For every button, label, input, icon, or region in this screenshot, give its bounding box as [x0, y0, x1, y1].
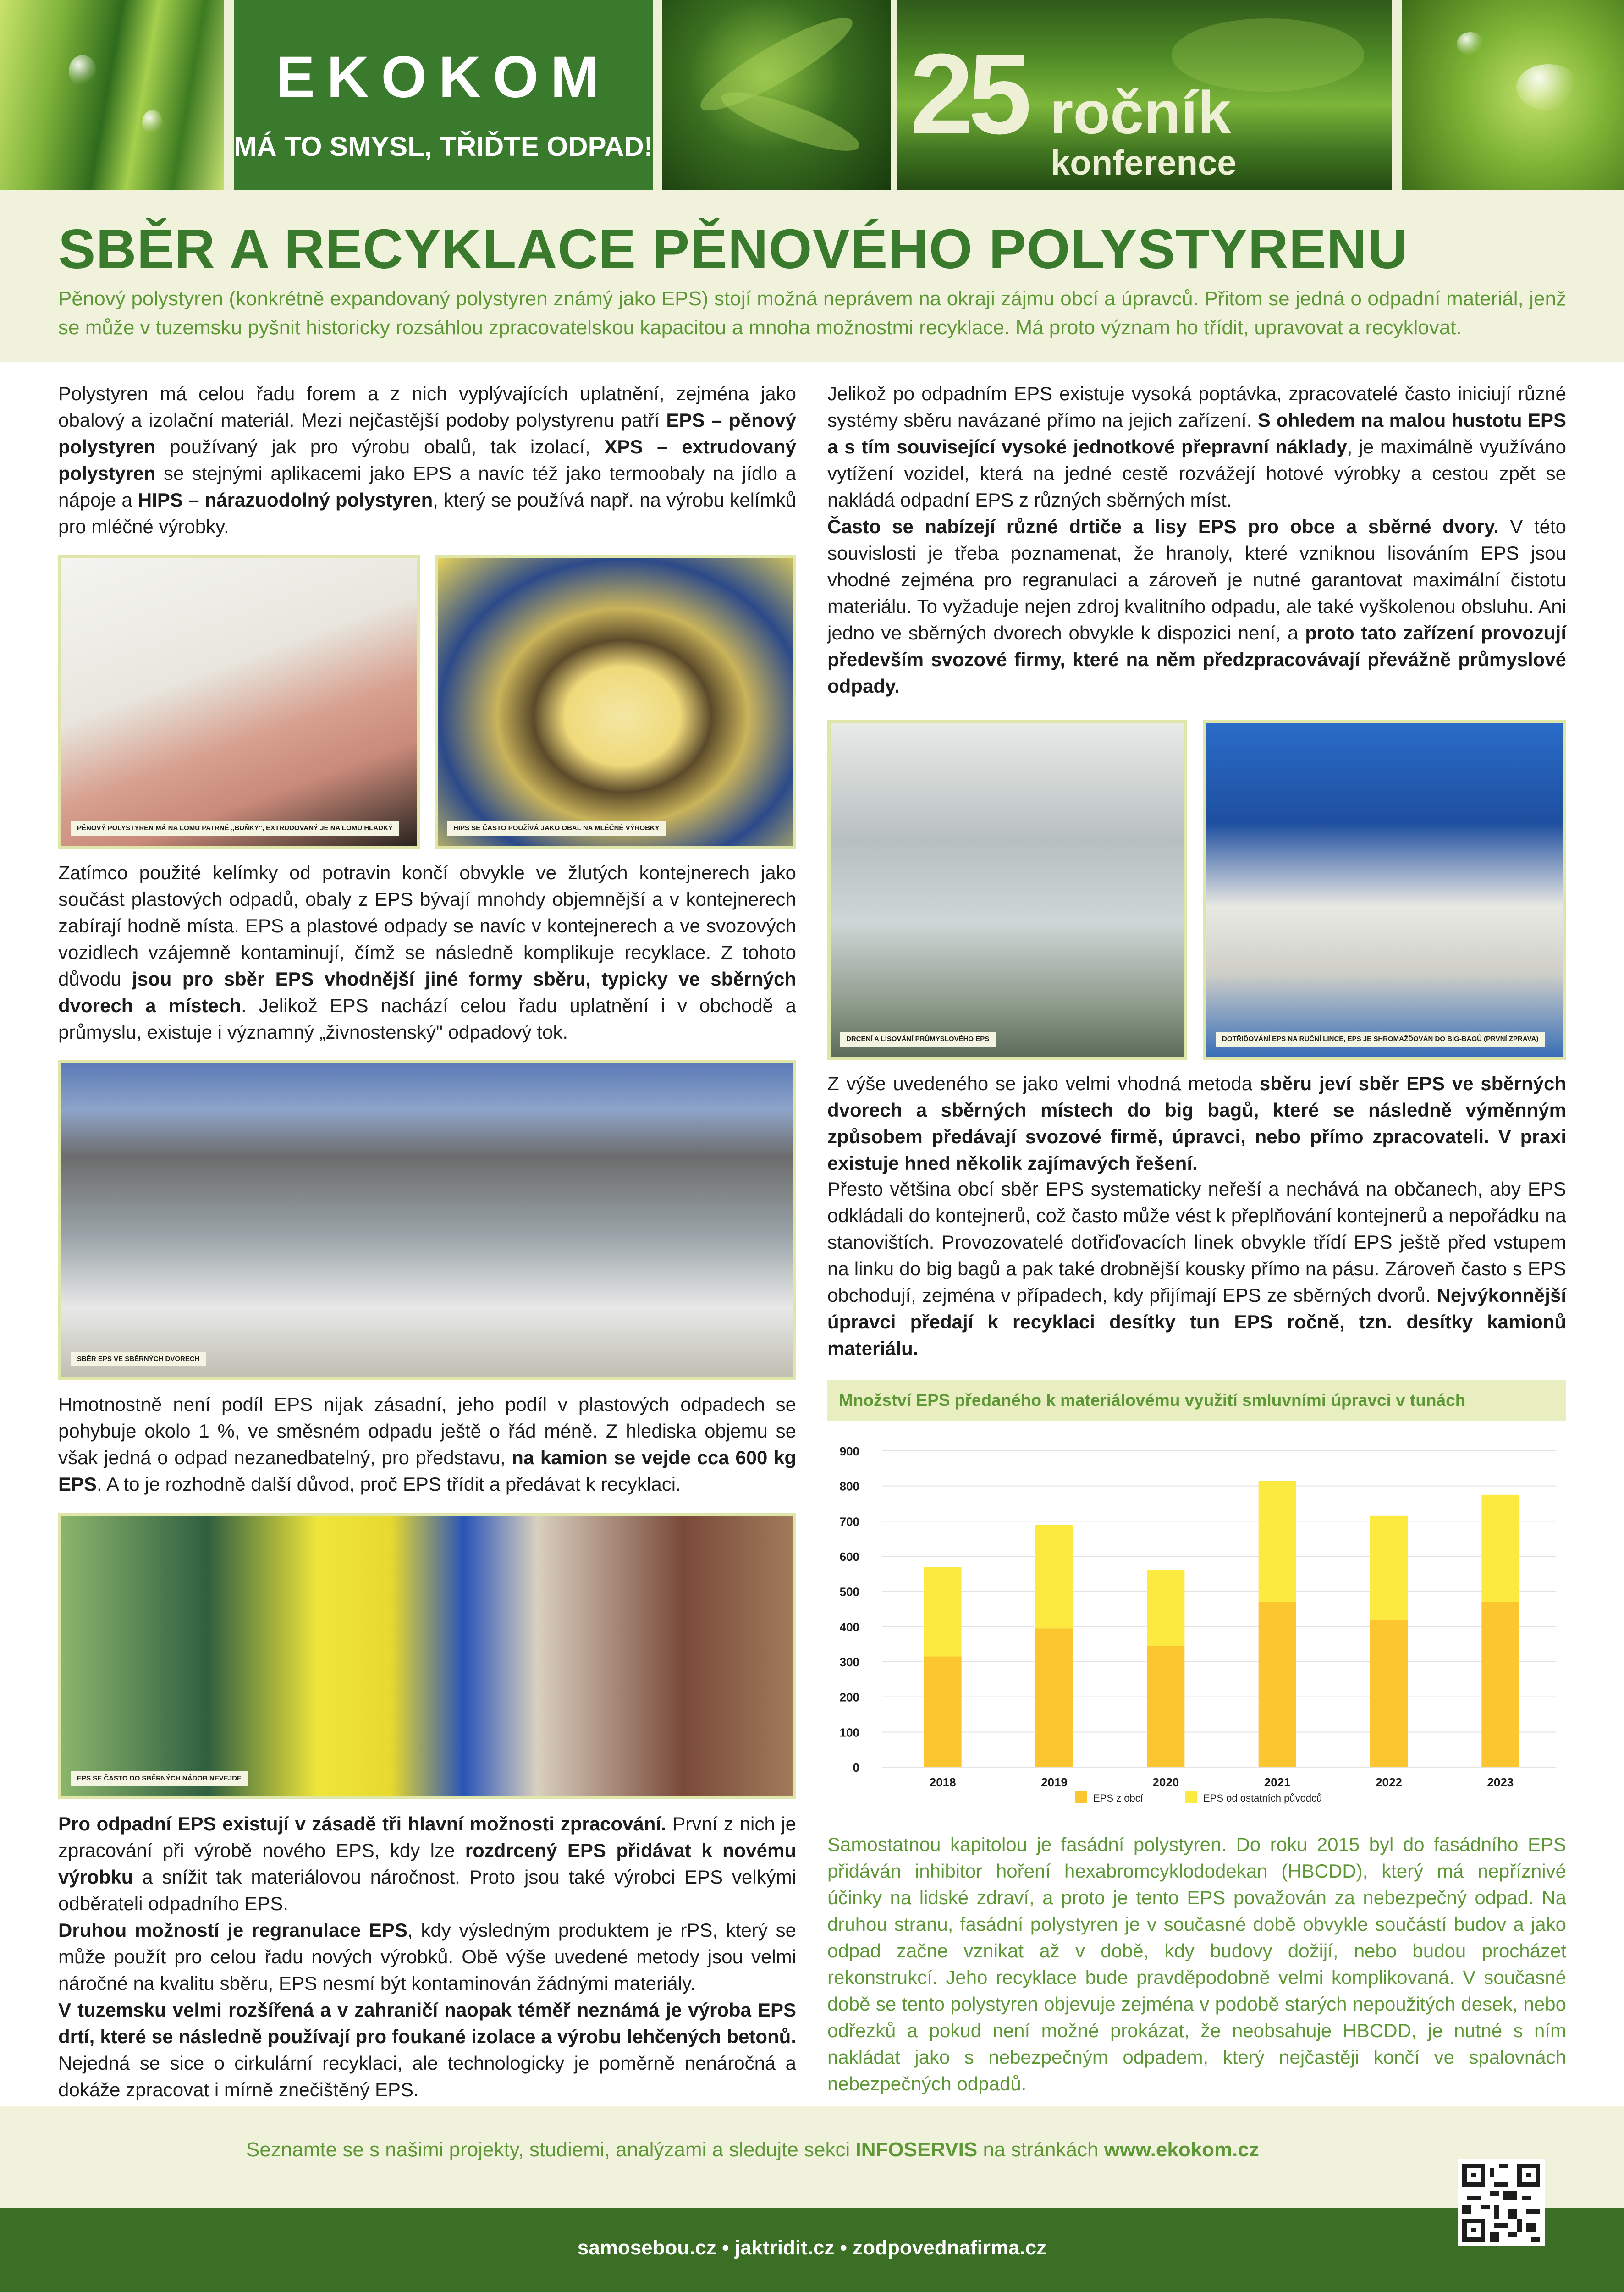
bold-text: EPS – pěnový polystyren	[58, 409, 796, 457]
footer-links-bar	[0, 2208, 1624, 2292]
text-run: , který se používá např. na výrobu kelímků pro mléčné výrobky.	[58, 489, 796, 537]
footer-mid: na stránkách	[977, 2138, 1104, 2161]
image-caption: DRCENÍ A LISOVÁNÍ PRŮMYSLOVÉHO EPS	[840, 1032, 996, 1047]
x-tick-label: 2022	[1376, 1775, 1402, 1789]
bar-segment	[1481, 1602, 1519, 1767]
bold-text: Nejvýkonnější úpravci předají k recyklaci desítky tun EPS ročně, tzn. desítky kamionů materiálu.	[827, 1284, 1566, 1359]
text-run: Přesto většina obcí sběr EPS systematicky neřeší a nechává na občanech, aby EPS odkládali do kontejnerů, což často může vést k přeplňování kontejnerů a nepořádku na stanovištích. Provozovatelé dotřiďovacích linek obvykle třídí EPS ještě před vstupem na linku do big bagů a pak také drobnější kousky přímo na pásu. Zároveň často s EPS obchodují, zejména v případech, kdy přijímají EPS ze sběrných dvorů.	[827, 1178, 1566, 1306]
conference-year-word: ročník	[1050, 79, 1232, 146]
bar-segment	[1259, 1602, 1296, 1767]
text-run: . A to je rozhodně další důvod, proč EPS třídit a předávat k recyklaci.	[97, 1473, 681, 1495]
x-tick-label: 2019	[1041, 1775, 1068, 1789]
paragraph	[827, 1831, 1566, 2097]
text-run: První z nich je zpracování při výrobě nového EPS, kdy lze	[58, 1813, 796, 1861]
paragraph	[827, 1070, 1566, 1177]
paragraph	[58, 860, 796, 1046]
grass-photo	[0, 0, 224, 190]
y-tick-label: 400	[839, 1620, 859, 1634]
bold-text: V tuzemsku velmi rozšířená a v zahraničí naopak téměř neznámá je výroba EPS drtí, které se následně používají pro foukané izolace a výrobu lehčených betonů.	[58, 1999, 796, 2047]
bar-segment	[1481, 1495, 1519, 1602]
page-title: SBĚR A RECYKLACE PĚNOVÉHO POLYSTYRENU	[58, 218, 1409, 280]
bar-segment	[924, 1657, 962, 1768]
bar-segment	[924, 1567, 962, 1657]
y-tick-label: 700	[839, 1515, 859, 1529]
bar-segment	[1147, 1570, 1184, 1646]
text-run: Samostatnou kapitolou je fasádní polystyren. Do roku 2015 byl do fasádního EPS přidáván inhibitor hoření hexabromcyklododekan (HBCDD), který má nepříznivé účinky na lidské zdraví, a proto je tento EPS považován za nebezpečný odpad. Na druhou stranu, fasádní polystyren je v současné době obvykle součástí budov a jako odpad začne vznikat až v době, kdy budovy dožijí, nebo budou procházet rekonstrukcí. Jeho recyklace bude pravděpodobně velmi komplikovaná. V současné době se tento polystyren objevuje zejména v podobě starých nepoužitých desek, nebo odřezků a pokud není možné prokázat, že neobsahuje HBCDD, je nutné s ním nakládat jako s nebezpečným odpadem, který nejčastěji končí ve spalovnách nebezpečných odpadů.	[827, 1834, 1566, 2094]
text-run: , kdy výsledným produktem je rPS, který se může použít pro celou řadu nových výrobků. Obě výše uvedené metody jsou velmi náročné na kvalitu sběru, EPS nesmí být kontaminován žádnými materiály.	[58, 1919, 797, 1994]
chart-title: Množství EPS předaného k materiálovému využití smluvními úpravci v tunách	[839, 1391, 1466, 1410]
text-run: používaný jak pro výrobu obalů, tak izolací,	[155, 436, 605, 457]
legend-swatch	[1075, 1791, 1087, 1803]
logo-name: EKOKOM	[275, 44, 611, 110]
chart-header	[827, 1380, 1566, 1421]
paragraph	[827, 513, 1566, 700]
y-tick-label: 300	[839, 1655, 859, 1669]
text-run: . Jelikož EPS nachází celou řadu uplatnění i v obchodě a průmyslu, existuje i významný „živnostenský" odpadový tok.	[58, 995, 796, 1043]
qr-code[interactable]	[1458, 2159, 1545, 2246]
containers-photo	[58, 1513, 796, 1799]
bold-text: Druhou možností je regranulace EPS	[58, 1919, 407, 1941]
paragraph	[58, 1391, 796, 1498]
footer-pre: Seznamte se s našimi projekty, studiemi, analýzami a sledujte sekci	[246, 2138, 856, 2161]
bold-text: sběru jeví sběr EPS ve sběrných dvorech a sběrných místech do big bagů, které se následně výměnným způsobem předávají svozové firmě, úpravci, nebo přímo zpracovateli. V praxi existuje hned několik zajímavých řešení.	[827, 1073, 1566, 1174]
bar-segment	[1035, 1628, 1073, 1767]
legend-swatch	[1185, 1791, 1197, 1803]
paragraph	[827, 1176, 1566, 1362]
bold-text: na kamion se vejde cca 600 kg EPS	[58, 1447, 796, 1495]
title-band	[0, 190, 1624, 362]
eps-quantity-chart	[827, 1421, 1566, 1815]
paragraph	[58, 380, 796, 540]
text-run: Jelikož po odpadním EPS existuje vysoká poptávka, zpracovatelé často iniciují různé systémy sběru navázané přímo na jejich zařízení.	[827, 383, 1566, 431]
bold-text: rozdrcený EPS přidávat k novému výrobku	[58, 1840, 797, 1888]
image-caption: DOTŘIĎOVÁNÍ EPS NA RUČNÍ LINCE, EPS JE SHROMAŽĎOVÁN DO BIG-BAGŮ (PRVNÍ ZPRAVA)	[1216, 1032, 1545, 1047]
logo-slogan: MÁ TO SMYSL, TŘIĎTE ODPAD!	[234, 131, 653, 162]
x-tick-label: 2021	[1264, 1775, 1291, 1789]
bar-segment	[1259, 1481, 1296, 1602]
ekokom-site-link[interactable]: www.ekokom.cz	[1104, 2138, 1259, 2161]
header-banner	[0, 0, 1624, 190]
legend-label: EPS z obcí	[1093, 1792, 1143, 1804]
text-run: Zatímco použité kelímky od potravin končí obvykle ve žlutých kontejnerech jako součást plastových odpadů, obaly z EPS bývají mnohdy objemnější a v kontejnerech zabírají hodně místa. EPS a plastové odpady se navíc v kontejnerech a ve svozových vozidlech vzájemně kontaminují, čímž se následně komplikuje recyklace. Z tohoto důvodu	[58, 862, 796, 990]
bold-text: S ohledem na malou hustotu EPS a s tím související vysoké jednotkové přepravní náklady	[827, 409, 1566, 457]
image-caption: SBĚR EPS VE SBĚRNÝCH DVORECH	[71, 1352, 206, 1366]
leaf-dew-photo	[1402, 0, 1624, 190]
text-run: , je maximálně využíváno vytížení vozidel, která na jedné cestě rozvážejí hotové výrobky a cestou zpět se nakládá odpadní EPS z různých sběrných míst.	[827, 436, 1566, 511]
text-run: Polystyren má celou řadu forem a z nich vyplývajících uplatnění, zejména jako obalový a izolační materiál. Mezi nejčastější podoby polystyrenu patří	[58, 383, 796, 431]
paragraph	[58, 1811, 796, 1917]
footer-text	[246, 2138, 1259, 2161]
x-tick-label: 2018	[929, 1775, 956, 1789]
image-caption: PĚNOVÝ POLYSTYREN MÁ NA LOMU PATRNÉ „BUŇKY", EXTRUDOVANÝ JE NA LOMU HLADKÝ	[71, 821, 399, 836]
legend-label: EPS od ostatních původců	[1203, 1792, 1322, 1804]
x-tick-label: 2023	[1487, 1775, 1514, 1789]
yogurt-cups-photo	[435, 555, 796, 849]
text-run: se stejnými aplikacemi jako EPS a navíc též jako termoobaly na jídlo a nápoje a	[58, 463, 796, 511]
text-run: Hmotnostně není podíl EPS nijak zásadní, jeho podíl v plastových odpadech se pohybuje okolo 1 %, ve směsném odpadu ještě o řád méně. Z hlediska objemu se však jedná o odpad nezanedbatelný, pro představu,	[58, 1394, 796, 1468]
image-caption: HIPS SE ČASTO POUŽÍVÁ JAKO OBAL NA MLÉČNÉ VÝROBKY	[447, 821, 666, 836]
text-run: Z výše uvedeného se jako velmi vhodná metoda	[827, 1073, 1260, 1094]
footer-links[interactable]: samosebou.cz • jaktridit.cz • zodpovednafirma.cz	[577, 2237, 1047, 2259]
y-tick-label: 600	[839, 1550, 859, 1564]
x-tick-label: 2020	[1152, 1775, 1179, 1789]
ekokom-logo[interactable]	[234, 0, 653, 190]
intro-paragraph: Pěnový polystyren (konkrétně expandovaný polystyren známý jako EPS) stojí možná neprávem na okraji zájmu obcí a úpravců. Přitom se jedná o odpadní materiál, jenž se může v tuzemsku pyšnit historicky rozsáhlou zpracovatelskou kapacitou a mnoha možnostmi recyklace. Má proto význam ho třídit, upravovat a recyklovat.	[58, 287, 1566, 339]
eps-press-machine-photo	[827, 720, 1187, 1060]
bold-text: proto tato zařízení provozují především svozové firmy, které na něm předzpracovávají převážně průmyslové odpady.	[827, 622, 1566, 697]
text-run: Nejedná se sice o cirkulární recyklaci, ale technologicky je poměrně nenáročná a dokáže zpracovat i mírně znečištěný EPS.	[58, 2052, 796, 2100]
text-run: V této souvislosti je třeba poznamenat, že hranoly, které vzniknou lisováním EPS jsou vhodné zejména pro regranulaci a zároveň je nutné garantovat maximální čistotu materiálu. To vyžaduje nejen zdroj kvalitního odpadu, ale také vyškolenou obsluhu. Ani jedno ve sběrných dvorech obvykle k dispozici není, a	[827, 516, 1566, 644]
qr-code-icon	[1462, 2164, 1540, 2242]
y-tick-label: 0	[853, 1761, 859, 1774]
y-tick-label: 500	[839, 1585, 859, 1599]
infoservis-link[interactable]: INFOSERVIS	[855, 2138, 978, 2161]
bold-text: XPS – extrudovaný polystyren	[58, 436, 797, 484]
conference-number: 25	[910, 30, 1027, 158]
bold-text: Pro odpadní EPS existují v zásadě tři hlavní možnosti zpracování.	[58, 1813, 666, 1835]
y-tick-label: 100	[839, 1725, 859, 1740]
bar-segment	[1035, 1525, 1073, 1628]
sorting-line-photo	[1203, 720, 1566, 1060]
bar-segment	[1370, 1516, 1408, 1620]
bar-segment	[1147, 1646, 1184, 1768]
collection-yard-photo	[58, 1060, 796, 1380]
y-tick-label: 800	[839, 1479, 859, 1493]
text-run: a snížit tak materiálovou náročnost. Proto jsou také výrobci EPS velkými odběrateli odpadního EPS.	[58, 1866, 796, 1914]
bar-segment	[1370, 1620, 1408, 1767]
bold-text: HIPS – nárazuodolný polystyren	[138, 489, 433, 511]
paragraph	[58, 1997, 796, 2103]
y-tick-label: 200	[839, 1690, 859, 1704]
y-tick-label: 900	[839, 1444, 859, 1458]
fern-photo	[662, 0, 891, 190]
bold-text: Často se nabízejí různé drtiče a lisy EPS pro obce a sběrné dvory.	[827, 516, 1499, 537]
paragraph	[58, 1917, 796, 1997]
bold-text: jsou pro sběr EPS vhodnější jiné formy sběru, typicky ve sběrných dvorech a místech	[58, 968, 796, 1016]
footer-info-bar	[0, 2106, 1624, 2208]
paragraph	[827, 380, 1566, 513]
polystyrene-samples-photo	[58, 555, 420, 849]
conference-label: konference	[1051, 143, 1237, 182]
image-caption: EPS SE ČASTO DO SBĚRNÝCH NÁDOB NEVEJDE	[71, 1771, 248, 1786]
